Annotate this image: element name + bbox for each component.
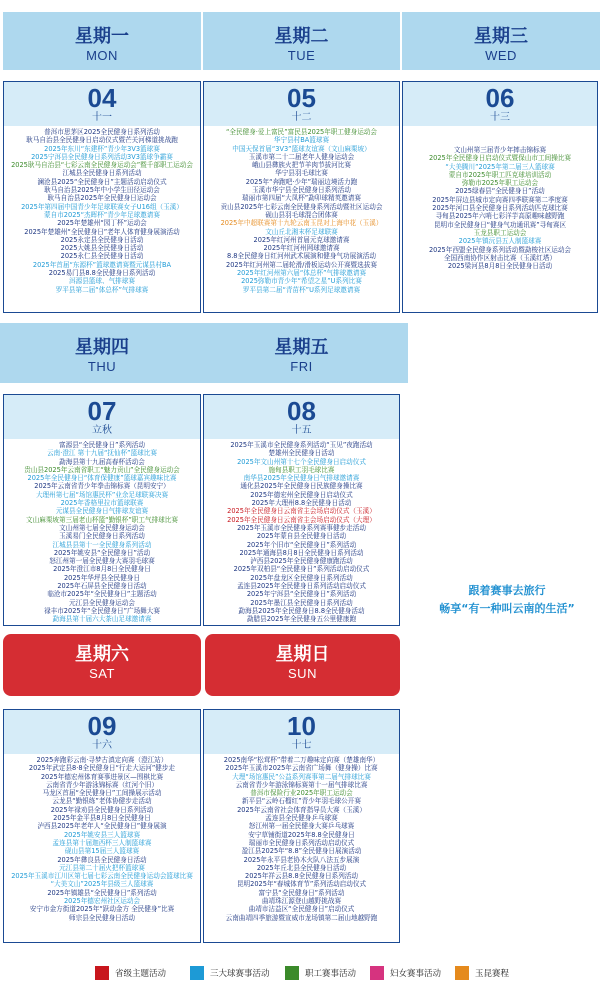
event-item: 2025年石屏县全民健身日活动 (57, 582, 147, 591)
event-item: 文山州第三届青少年摔击锦标赛 (453, 146, 547, 154)
event-item: 玉溪易门全民健身日系列活动 (59, 532, 145, 541)
event-item: 耿马自治县2025年全民健身日运动会 (47, 194, 157, 203)
lunar-date: 十六 (92, 740, 112, 751)
event-item: 2025绿春县“全民健身日”活动 (455, 187, 545, 196)
day-number: 10 (287, 711, 316, 741)
event-list (403, 126, 597, 272)
event-item: 2025年永平县老协木火队八法五步展演 (243, 855, 360, 864)
day-card-04 (3, 81, 201, 313)
event-item: 孟连县第十届迦西杯三人制篮球赛 (52, 838, 152, 847)
event-list (204, 754, 399, 924)
event-item: 2025年宁洱县“全民健身日”系列活动 (246, 590, 357, 599)
event-item: 元江县第二十届火把杯篮球赛 (59, 863, 145, 872)
event-list (4, 439, 200, 626)
event-item: 峨山县彝族火把节羊肉节拔河比赛 (252, 161, 351, 170)
event-item: 安宁市金方街道2025年“跃动金方 全民健身”比赛 (29, 905, 175, 914)
day-header (4, 82, 200, 126)
weekday-header-fri (203, 323, 400, 383)
day-header (4, 395, 200, 439)
legend-swatch (455, 966, 469, 980)
event-item: 2025年镇雄县“全民健身日”系列活动 (47, 888, 157, 897)
event-item: 临沧市2025年“全民健身日”主题活动 (47, 590, 157, 599)
event-item: 2025年丘北县全民健身日活动 (256, 863, 347, 872)
event-item: 贵山县2025年云南省职工“魅力贡山”全民健身运动会 (24, 465, 180, 474)
event-item: 怒江州第一届全民健身大赛羽毛球赛 (49, 557, 155, 566)
event-item: “大美腾川”2025年第二届三人篮球赛 (445, 162, 555, 171)
event-item: 2025年文山州第十七个全民健身日启动仪式 (237, 457, 366, 466)
day-card-09 (3, 709, 201, 943)
day-card-05 (203, 81, 400, 313)
weekday-en: SAT (89, 666, 115, 681)
weekday-cn: 星期二 (274, 26, 329, 47)
day-header (403, 82, 597, 126)
event-item: 2025年云南省社会体育指导员大赛（玉溪） (237, 805, 366, 814)
event-item: 洱源县篮球、气排球赛 (69, 277, 135, 286)
event-item: 2025年楚雄州“园丁杯”运动会 (57, 219, 147, 228)
event-item: 8.8全民健身日红河州武术展演和健身气功展演活动 (227, 252, 376, 261)
event-item: 2025年澄江市8月8日全民健身日 (53, 565, 151, 574)
event-item: 砚山县羽毛球混合团体赛 (265, 210, 338, 219)
event-item: 2025年玉溪市全民健身系列活动“玉见”夜跑活动 (230, 441, 373, 449)
legend-label: 玉昆赛程 (475, 969, 510, 979)
weekday-en: SUN (288, 666, 317, 681)
day-header (4, 710, 200, 754)
legend-label: 三大球赛事活动 (210, 969, 270, 979)
event-item: 罗平县第二届“青苗杯”U系列足球邀请赛 (242, 285, 361, 294)
event-item: 元谋县全民健身日气排球友谊赛 (55, 507, 149, 516)
legend-swatch (370, 966, 384, 980)
event-item: 2025年第四届中国青少年足球联赛女子U16组（玉溪） (21, 202, 183, 211)
event-item: 文山州第七届全民健身运动会 (59, 523, 145, 532)
day-card-06 (402, 81, 598, 313)
legend-item (190, 966, 270, 980)
event-item: 盈江县2025年“8.8”全民健身日展演活动 (241, 847, 362, 856)
weekday-header-sun (205, 634, 400, 696)
weekday-header-thu (3, 323, 201, 383)
event-item: 2025奔跑彩云南·寻梦古滇定向赛（澄江站） (36, 756, 168, 764)
legend-item (285, 966, 356, 980)
day-number: 04 (87, 83, 117, 113)
event-item: 大理“场馆惠民”公益系列赛事第二届气排球比赛 (232, 772, 371, 781)
event-item: 2025年彝良县全民健身日活动 (57, 855, 147, 864)
event-item: 文山丘北湘末杯足球联赛 (265, 227, 338, 236)
event-item: 2025年屏边县城市定向赛四季联赛第二季度赛 (432, 195, 568, 204)
event-item: 2025大姚县全民健身日活动 (60, 244, 144, 253)
legend-item (95, 966, 166, 980)
event-item: 2025年祥云县8.8全民健身日系列活动 (245, 872, 358, 881)
event-item: 2025年墨江县全民健身日系列活动 (250, 598, 353, 607)
event-item: 2025永仁县全民健身日活动 (60, 252, 144, 261)
weekday-header-tue (203, 12, 400, 70)
event-item: 2025年红河州第二届轮滑/滑板运动公开赛暨选拔赛 (226, 260, 377, 269)
weekday-cn: 星期五 (274, 337, 329, 358)
day-card-07 (3, 394, 201, 626)
event-item: 云南省青少年游泳锦标赛（红河个旧） (45, 780, 159, 789)
event-item: 楚雄州全民健身日活动 (268, 449, 335, 458)
event-item: 蒙自市2025“杰晖杯”青少年足球邀请赛 (44, 210, 160, 219)
weekday-header-wed (402, 12, 600, 70)
event-item: 禄丰市2025年“全民健身日”广场舞大赛 (44, 606, 160, 615)
day-number: 07 (87, 396, 117, 426)
event-item: 2025南华“松茸杯”带着二万趣味定向赛（楚雄南华） (223, 756, 380, 764)
event-item: 2025年德宏州体育赛事进景区—围棋比赛 (40, 772, 164, 781)
day-card-10 (203, 709, 400, 943)
event-item: 2025易门县8.8全民健身日系列活动 (48, 269, 156, 278)
event-item: 2025年红河州第六届“体总杯”气排球邀请赛 (236, 269, 367, 278)
event-item: 贡山县2025年七彩云南全民健身系列活动暨社区运动会 (220, 202, 383, 211)
event-item: 澜沧县2025“全民健身日”主题活动启动仪式 (37, 177, 167, 186)
event-item: 2025弥勒市青少年“希望之星”U系列比赛 (241, 277, 362, 286)
event-item: 2025年全民健身日云南省主会场启动仪式（大理） (227, 515, 376, 524)
event-item: 2025年“奔跑吧·少年”瑞丽边境活力跑 (245, 177, 358, 186)
event-item: 勐海县第十届六大茶山足球邀请赛 (52, 615, 152, 624)
event-item: 2025宁洱县全民健身日系列活动3V3篮球争霸赛 (31, 152, 173, 161)
weekday-en: FRI (290, 359, 313, 374)
event-item: 昆明2025年“春城体育节”系列活动启动仪式 (236, 880, 367, 889)
event-item: 2025年个旧市“全民健身日”系列活动 (246, 540, 357, 549)
event-list (204, 439, 399, 626)
day-header (204, 395, 399, 439)
event-item: 2025耿马自治县“七彩云南全民健身运动会”暨千部职工运动会 (11, 161, 193, 170)
weekday-cn: 星期一 (75, 26, 129, 47)
event-item: 2025年蒙自县全民健身日活动 (256, 532, 347, 541)
event-item: 2025年中超联赛第十九轮云南玉昆对上海申花（玉溪） (220, 219, 383, 228)
event-item: 2025年红河州首届元克球邀请赛 (253, 235, 350, 244)
event-item: 全国西南协作区射击比赛（玉溪红塔） (443, 253, 557, 262)
event-item: 通化县2025年全民健身日民族健身操比赛 (240, 482, 363, 491)
lunar-date: 十二 (291, 112, 312, 123)
event-item: 勐海县第十九届高春杯活动会 (59, 457, 145, 466)
event-item: 普洱市思茅区2025全民健身日系列活动 (44, 128, 160, 136)
event-item: “大美文山”2025年县级三人篮球赛 (50, 880, 154, 889)
event-item: 2025梁河县8月8日全民健身日活动 (447, 262, 553, 271)
event-item: 文山麻栗坡第三届老山杯篮“勤银杯”职工气排球比赛 (26, 515, 178, 524)
event-item: 2025年河口县全民健身日系列活动匹克球比赛 (432, 204, 568, 213)
day-number: 09 (87, 711, 117, 741)
event-item: 2025年全民健身日启动仪式暨保山市工间操比赛 (428, 154, 572, 163)
event-item: 富源县“全民健身日”系列活动 (59, 441, 145, 449)
event-item: 2025年红河州网球邀请赛 (263, 244, 340, 253)
event-item: 江城县县第十一全民健身系列活动 (52, 540, 152, 549)
event-item: 2025永定县全民健身日活动 (60, 235, 144, 244)
event-item: 2025年大理州8.8全民健身日活动 (251, 499, 352, 508)
slogan (422, 582, 592, 618)
event-item: 马龙区首届“全民健身日”工间操展示活动 (42, 789, 162, 798)
event-item: 云南曲靖四季旅游暨宣威市龙场镇第二届山地越野跑 (225, 913, 378, 922)
event-list (4, 126, 200, 296)
event-item: 耿马自治县全民健身日启动仪式暨芒关河梯道挑战跑 (26, 136, 178, 145)
legend-item (370, 966, 441, 980)
weekday-en: TUE (287, 48, 316, 63)
event-item: 元江县全民健身运动会 (69, 598, 135, 607)
weekday-cn: 星期三 (474, 26, 528, 47)
day-number: 06 (485, 83, 515, 113)
event-item: 玉溪市第二十二届老年人健身运动会 (248, 152, 355, 161)
event-item: 2025年姚安县三人篮球赛 (63, 830, 141, 839)
event-item: 2025年双柏县“全民健身日”系列活动启动仪式 (233, 565, 370, 574)
event-item: 玉溪市华宁县全民健身日系列活动 (252, 186, 351, 195)
event-item: 2025年禄劝县全民健身日系列活动 (50, 805, 154, 814)
event-item: 2025年全民健身日云南省主会场启动仪式（玉溪） (227, 507, 376, 516)
legend-label: 职工赛事活动 (305, 969, 357, 979)
legend-label: 省级主题活动 (115, 969, 167, 979)
event-item: 2025年首届“东源杯”篮球邀请赛暨元谋县村BA (32, 260, 172, 269)
event-item: 罗平县第二届“体总杯”气排球赛 (55, 285, 149, 294)
legend-item (455, 966, 509, 980)
event-item: 施甸县职工羽毛球比赛 (268, 465, 335, 474)
event-item: 瑞丽市全民健身日系列活动启动仪式 (248, 838, 355, 847)
event-item: 2025年云南省青少年拳击锦标赛（昆明安宁） (34, 482, 170, 491)
day-header (204, 82, 399, 126)
event-list (204, 126, 399, 296)
event-item: 2025年金平县8月8日全民健身日 (53, 814, 151, 823)
event-item: 2025年玉溪市江川区第七届七彩云南全民健身运动会篮球比赛 (11, 872, 193, 881)
event-item: 寻甸县2025年六哨七彩洋芋高原趣味越野跑 (435, 212, 565, 221)
event-item: 2025年华坪县全民健身日 (63, 573, 141, 582)
weekday-en: THU (87, 359, 117, 374)
day-card-08 (203, 394, 400, 626)
lunar-date: 十一 (92, 112, 112, 123)
legend-label: 妇女赛事活动 (390, 969, 442, 979)
slogan-line-1: 跟着赛事去旅行 (468, 584, 546, 597)
event-item: 怒江州第一届全民健身大赛乒乓球赛 (248, 822, 355, 831)
event-item: 南华县2025年全民健身日气排球邀请赛 (243, 474, 360, 483)
event-item: 华宁县羽毛球比赛 (275, 169, 328, 178)
weekday-en: MON (86, 48, 118, 63)
event-item: 2025年德宏州全民健身日启动仪式 (250, 490, 353, 499)
event-item: 华宁县村BA篮球赛 (273, 136, 330, 145)
event-list (4, 754, 200, 924)
event-item: 中国天保首届“3V3”篮球友谊赛（文山麻栗坡） (232, 144, 371, 153)
event-item: 安宁草铺街道2025年8.8全民健身日 (248, 830, 355, 839)
event-item: 2025年姚安县“全民健身日”活动 (53, 548, 151, 557)
legend-swatch (190, 966, 204, 980)
event-item: 孟连县2025年全民健身日系列活动启动仪式 (237, 582, 366, 591)
lunar-date: 立秋 (92, 425, 112, 436)
event-item: 2025年东川“东建杯”青少年3V3篮球赛 (44, 144, 160, 153)
event-item: 师宗县全民健身日活动 (69, 913, 135, 922)
legend (0, 962, 600, 984)
event-item: 勐海县2025年全民健身日8.8全民健身活动 (238, 606, 365, 615)
event-item: 瑞丽市第四届“大凤杯”勐卯球精英邀请赛 (242, 194, 361, 203)
event-item: 富宁县“全民健身日”系列活动 (258, 888, 345, 897)
event-item: 2025年全民健身日“体育保健康”篮球嘉宾趣味比赛 (27, 474, 177, 483)
slogan-line-2: 畅享“有一种叫云南的生活” (439, 602, 575, 615)
weekday-cn: 星期六 (75, 644, 129, 665)
event-item: 孟连县全民健身乒乓球赛 (265, 814, 338, 823)
event-item: 2025年通海县8月8日全民健身日系列活动 (239, 548, 364, 557)
event-item: 2025年玉溪市全民健身系列赛事健步走活动 (237, 523, 366, 532)
event-item: 云南·澄江 第十九届“抚仙杯”篮球比赛 (47, 449, 157, 458)
event-item: 昆明市全民健身日“健身气功通讯赛”寻甸赛区 (433, 220, 567, 229)
event-item: 泸西县2025年全民健身健康跑活动 (250, 557, 353, 566)
day-header (204, 710, 399, 754)
lunar-date: 十七 (291, 740, 312, 751)
legend-swatch (95, 966, 109, 980)
day-number: 05 (287, 83, 316, 113)
event-item: 2025年楚雄州“全民健身日”老年人体育健身展演活动 (24, 227, 180, 236)
event-item: 砚山县第15届三人篮球赛 (64, 847, 140, 856)
event-item: 耿马自治县2025年中小学生田径运动会 (44, 186, 160, 195)
event-item: 云南省青少年游泳锦标赛第十一届气排球比赛 (235, 780, 368, 789)
weekday-cn: 星期四 (75, 337, 129, 358)
day-number: 08 (287, 396, 316, 426)
weekday-en: WED (485, 48, 517, 63)
legend-swatch (285, 966, 299, 980)
event-item: 云龙县“勤银练”老体协健步走活动 (52, 797, 152, 806)
lunar-date: 十五 (291, 425, 312, 436)
event-item: 弥勒市2025年职工运动会 (461, 179, 539, 188)
event-item: 曲靖市沾益区“全民健身日”启动仪式 (248, 905, 355, 914)
weekday-header-sat (3, 634, 201, 696)
event-item: 2025年西盟全民健身系列活动暨勐梭社区运动会 (428, 245, 572, 254)
event-item: 2025年德宏州社区运动会 (63, 897, 141, 906)
event-item: 勐腊县2025年全民健身五公里健康跑 (246, 615, 357, 624)
event-item: 蒙自市2025年职工匹克球培训活动 (448, 170, 552, 179)
event-item: 江城县全民健身日系列活动 (62, 169, 142, 178)
event-item: 2025年武定县8·8全民健身日“行走大运河”健步走 (28, 764, 176, 773)
event-item: 2025年镇沅县五人制篮球赛 (458, 237, 542, 246)
event-item: 2025年玉溪市2025年云南省广场舞（健身操）比赛 (225, 764, 378, 773)
event-item: 泸西县2025年老年人“全民健身日”健身展演 (37, 822, 167, 831)
weekday-header-mon (3, 12, 201, 70)
event-item: 2025年香格里拉市篮球联赛 (60, 499, 144, 508)
weekday-cn: 星期日 (275, 644, 330, 665)
event-item: 新平县“云岭石榴红”青少年羽毛球公开赛 (242, 797, 361, 806)
event-item: 大理州第七届“场馆惠民杯”业余足球联赛决赛 (35, 490, 169, 499)
lunar-date: 十三 (490, 112, 510, 123)
event-item: 2025年盘龙区全民健身日系列活动 (250, 573, 353, 582)
event-item: 玉龙县职工运动会 (473, 228, 527, 237)
event-item: “全民健身·爱上富民”富民县2025年职工健身运动会 (226, 128, 377, 136)
event-item: 曲靖珠江源登山越野挑战赛 (261, 897, 342, 906)
event-item: 普洱市保险行业2025年职工运动会 (250, 789, 353, 798)
